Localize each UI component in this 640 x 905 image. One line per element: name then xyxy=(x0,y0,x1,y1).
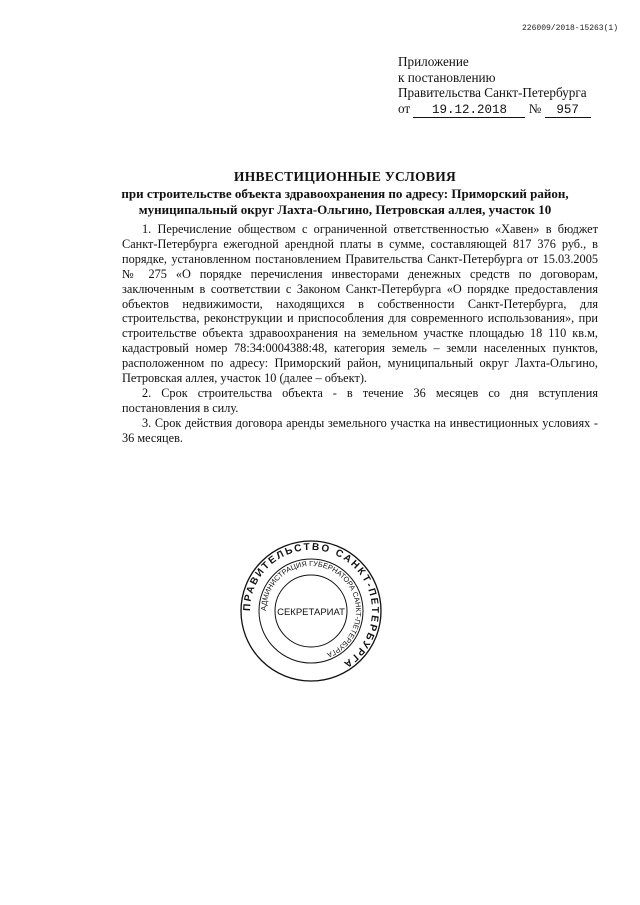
appendix-date: 19.12.2018 xyxy=(413,104,525,118)
document-body xyxy=(122,222,598,446)
stamp-center-text: СЕКРЕТАРИАТ xyxy=(277,607,345,618)
stamp-outer-text: ПРАВИТЕЛЬСТВО САНКТ-ПЕТЕРБУРГА xyxy=(241,541,381,671)
document-subtitle: при строительстве объекта здравоохранения по адресу: Приморский район, муниципальный округ Лахта-Ольгино, Петровская аллея, участок 10 xyxy=(121,186,569,217)
appendix-line-3: Правительства Санкт-Петербурга xyxy=(398,85,587,100)
title-block xyxy=(110,168,580,218)
appendix-block xyxy=(398,54,618,118)
appendix-date-row xyxy=(398,101,591,116)
number-prefix: № xyxy=(528,100,542,116)
paragraph-1: 1. Перечисление обществом с ограниченной ответственностью «Хавен» в бюджет Санкт-Петербурга ежегодной арендной платы в сумме, составляющей 817 376 руб., в порядке, установленном постановлением Правительства Санкт-Петербурга от 15.03.2005 № 275 «О порядке перечисления инвесторами денежных средств по договорам, заключенным в соответствии с Законом Санкт-Петербурга «О порядке предоставления объектов недвижимости, находящихся в собственности Санкт-Петербурга, для строительства, реконструкции и приспособления для современного использования», при строительстве объекта здравоохранения на земельном участке площадью 18 110 кв.м, кадастровый номер 78:34:0004388:48, категория земель – земли населенных пунктов, расположенном по адресу: Приморский район, муниципальный округ Лахта-Ольгино, Петровская аллея, участок 10 (далее – объект). xyxy=(122,222,598,386)
secretariat-stamp xyxy=(240,540,382,682)
document-title: ИНВЕСТИЦИОННЫЕ УСЛОВИЯ xyxy=(233,169,457,184)
appendix-line-2: к постановлению xyxy=(398,69,496,85)
stamp-inner-text: АДМИНИСТРАЦИЯ ГУБЕРНАТОРА САНКТ-ПЕТЕРБУРГА xyxy=(258,558,364,660)
paragraph-3: 3. Срок действия договора аренды земельного участка на инвестиционных условиях - 36 месяцев. xyxy=(122,415,598,445)
document-id: 226009/2018-15263(1) xyxy=(521,24,618,33)
appendix-line-1: Приложение xyxy=(398,54,469,69)
date-prefix: от xyxy=(398,100,411,116)
paragraph-2: 2. Срок строительства объекта - в течение 36 месяцев со дня вступления постановления в силу. xyxy=(122,385,598,415)
appendix-number: 957 xyxy=(545,104,591,118)
